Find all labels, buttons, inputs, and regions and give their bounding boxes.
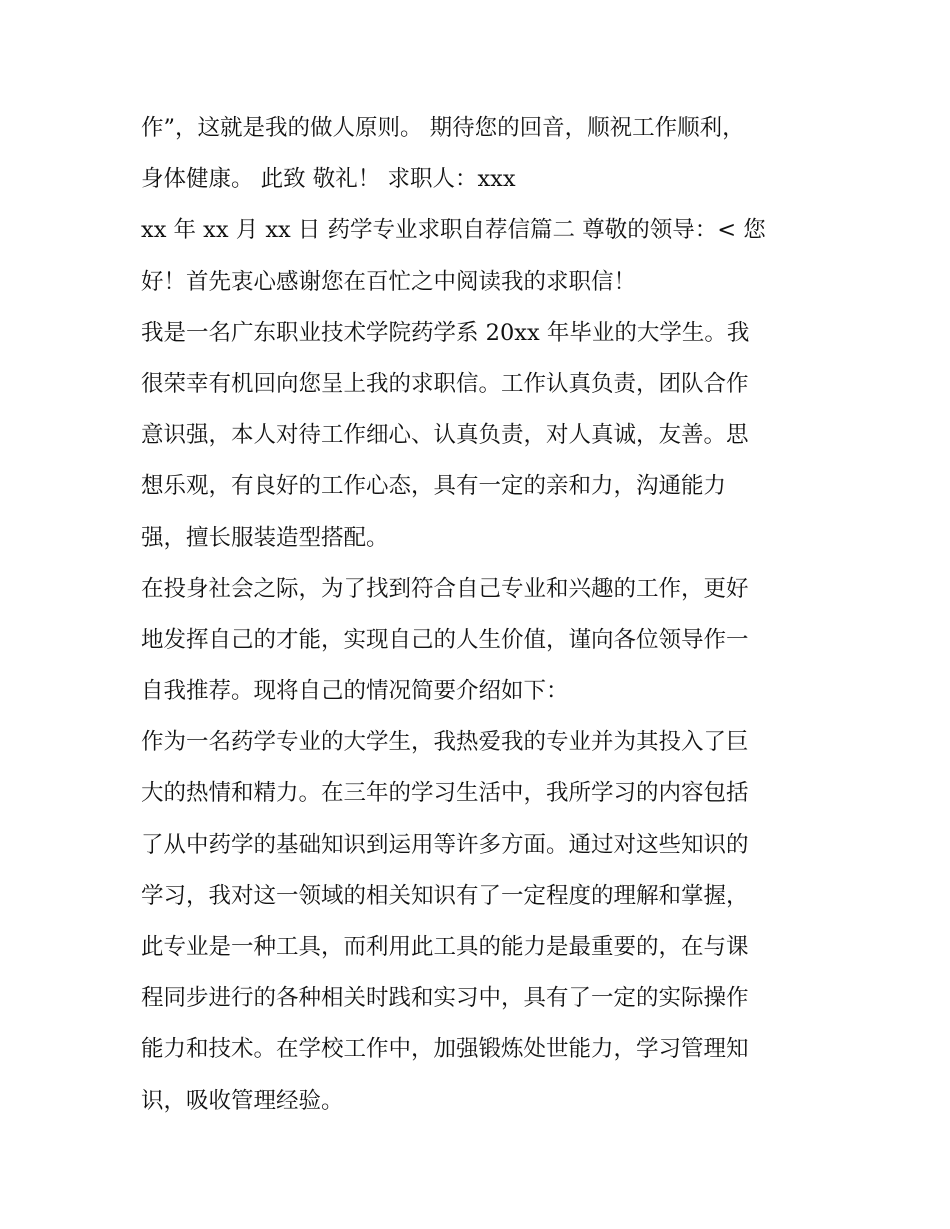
text-line: 好！首先衷心感谢您在百忙之中阅读我的求职信！ xyxy=(141,268,637,295)
text-line: 作”，这就是我的做人原则。 期待您的回音，顺祝工作顺利， xyxy=(141,115,745,141)
text-line: 我是一名广东职业技术学院药学系 20xx 年毕业的大学生。我 xyxy=(141,319,750,346)
text-line: 作为一名药学专业的大学生，我热爱我的专业并为其投入了巨 xyxy=(141,729,749,756)
letter-body xyxy=(141,103,821,1127)
text-line: 学习，我对这一领域的相关知识有了一定程度的理解和掌握， xyxy=(141,882,749,909)
text-line: 了从中药学的基础知识到运用等许多方面。通过对这些知识的 xyxy=(141,831,749,858)
text-line: 大的热情和精力。在三年的学习生活中，我所学习的内容包括 xyxy=(141,780,749,807)
text-line: 强，擅长服装造型搭配。 xyxy=(141,524,389,551)
text-line: xx 年 xx 月 xx 日 药学专业求职自荐信篇二 尊敬的领导：< 您 xyxy=(141,217,766,244)
text-line: 自我推荐。现将自己的情况简要介绍如下： xyxy=(141,678,569,705)
text-line: 很荣幸有机回向您呈上我的求职信。工作认真负责，团队合作 xyxy=(141,370,749,397)
text-line: 能力和技术。在学校工作中，加强锻炼处世能力，学习管理知 xyxy=(141,1036,749,1063)
text-line: 想乐观，有良好的工作心态，具有一定的亲和力，沟通能力 xyxy=(141,473,727,500)
text-line: 此专业是一种工具，而利用此工具的能力是最重要的，在与课 xyxy=(141,934,749,960)
text-line: 意识强，本人对待工作细心、认真负责，对人真诚，友善。思 xyxy=(141,422,749,449)
text-line: 识，吸收管理经验。 xyxy=(141,1087,344,1114)
text-line: 地发挥自己的才能，实现自己的人生价值，谨向各位领导作一 xyxy=(141,626,749,653)
text-line: 在投身社会之际，为了找到符合自己专业和兴趣的工作，更好 xyxy=(141,575,749,602)
text-line: 身体健康。 此致 敬礼！ 求职人：xxx xyxy=(141,166,516,193)
text-line: 程同步进行的各种相关时践和实习中，具有了一定的实际操作 xyxy=(141,985,749,1012)
